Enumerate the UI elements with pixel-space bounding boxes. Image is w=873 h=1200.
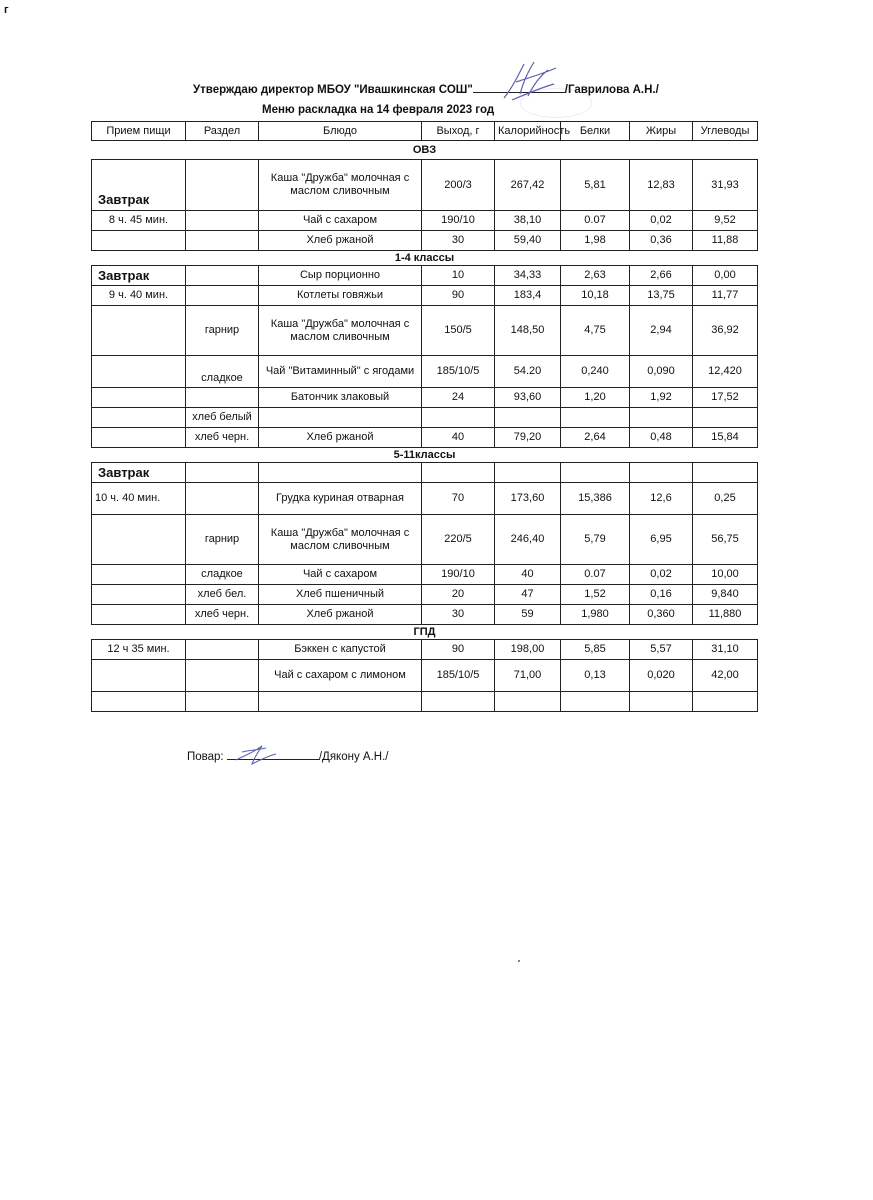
carb-cell: 11,88 <box>693 231 758 251</box>
kcal-cell: 34,33 <box>495 266 561 286</box>
protein-cell: 1,980 <box>561 605 630 625</box>
section-row <box>92 141 758 160</box>
protein-cell <box>561 463 630 483</box>
column-header: Белки <box>561 122 630 141</box>
meal-label: Завтрак <box>92 160 186 211</box>
table-row <box>92 463 758 483</box>
protein-cell: 10,18 <box>561 286 630 306</box>
column-header: Калорийность <box>495 122 561 141</box>
carb-cell: 9,840 <box>693 585 758 605</box>
carb-cell: 56,75 <box>693 515 758 565</box>
carb-cell: 36,92 <box>693 306 758 356</box>
protein-cell: 1,52 <box>561 585 630 605</box>
approval-suffix: /Гаврилова А.Н./ <box>564 84 659 96</box>
cook-name: /Дякону А.Н./ <box>318 751 389 763</box>
table-row <box>92 565 758 585</box>
time-cell <box>92 515 186 565</box>
section-cell <box>186 692 259 712</box>
section-title: 5-11классы <box>393 448 456 461</box>
table-row <box>92 211 758 231</box>
protein-cell: 2,64 <box>561 428 630 448</box>
carb-cell: 31,93 <box>693 160 758 211</box>
output-cell: 10 <box>422 266 495 286</box>
table-row <box>92 160 758 211</box>
section-row <box>92 251 758 266</box>
section-cell: хлеб черн. <box>186 605 259 625</box>
kcal-cell: 54.20 <box>495 356 561 388</box>
table-row <box>92 286 758 306</box>
column-header: Прием пищи <box>92 122 186 141</box>
section-cell <box>186 660 259 692</box>
page-title: Меню раскладка на 14 февраля 2023 год <box>262 104 495 116</box>
section-cell: гарнир <box>186 306 259 356</box>
protein-cell: 1,20 <box>561 388 630 408</box>
output-cell: 30 <box>422 605 495 625</box>
column-header: Выход, г <box>422 122 495 141</box>
dish-cell: Чай "Витаминный" с ягодами <box>259 356 422 388</box>
protein-cell <box>561 692 630 712</box>
time-cell <box>92 356 186 388</box>
kcal-cell: 79,20 <box>495 428 561 448</box>
carb-cell: 11,880 <box>693 605 758 625</box>
carb-cell: 11,77 <box>693 286 758 306</box>
fat-cell: 12,83 <box>630 160 693 211</box>
table-row <box>92 306 758 356</box>
dish-cell: Чай с сахаром <box>259 211 422 231</box>
carb-cell: 0,25 <box>693 483 758 515</box>
output-cell <box>422 408 495 428</box>
table-row <box>92 266 758 286</box>
kcal-cell <box>495 408 561 428</box>
table-row <box>92 408 758 428</box>
table-row <box>92 605 758 625</box>
meal-label: Завтрак <box>92 463 186 483</box>
section-cell: хлеб белый <box>186 408 259 428</box>
fat-cell: 0,36 <box>630 231 693 251</box>
dish-cell: Котлеты говяжьи <box>259 286 422 306</box>
column-header: Блюдо <box>259 122 422 141</box>
table-row <box>92 428 758 448</box>
output-cell: 150/5 <box>422 306 495 356</box>
dish-cell: Бэккен с капустой <box>259 640 422 660</box>
section-title: ГПД <box>413 625 436 638</box>
time-cell: 8 ч. 45 мин. <box>92 211 186 231</box>
cook-line <box>187 749 388 763</box>
fat-cell: 0,360 <box>630 605 693 625</box>
carb-cell: 17,52 <box>693 388 758 408</box>
time-cell <box>92 428 186 448</box>
protein-cell: 5,81 <box>561 160 630 211</box>
time-cell: 12 ч 35 мин. <box>92 640 186 660</box>
dish-cell: Батончик злаковый <box>259 388 422 408</box>
protein-cell: 2,63 <box>561 266 630 286</box>
dish-cell: Хлеб ржаной <box>259 605 422 625</box>
fat-cell: 0,020 <box>630 660 693 692</box>
section-row <box>92 625 758 640</box>
carb-cell: 10,00 <box>693 565 758 585</box>
protein-cell: 0,240 <box>561 356 630 388</box>
output-cell <box>422 692 495 712</box>
time-cell <box>92 585 186 605</box>
dish-cell: Сыр порционно <box>259 266 422 286</box>
output-cell: 20 <box>422 585 495 605</box>
fat-cell: 2,66 <box>630 266 693 286</box>
section-cell: сладкое <box>186 356 259 388</box>
fat-cell: 13,75 <box>630 286 693 306</box>
kcal-cell: 183,4 <box>495 286 561 306</box>
column-header: Углеводы <box>693 122 758 141</box>
time-cell: 9 ч. 40 мин. <box>92 286 186 306</box>
fat-cell: 12,6 <box>630 483 693 515</box>
carb-cell <box>693 408 758 428</box>
dish-cell: Грудка куриная отварная <box>259 483 422 515</box>
section-cell <box>186 388 259 408</box>
table-row <box>92 356 758 388</box>
time-cell: 10 ч. 40 мин. <box>92 483 186 515</box>
output-cell: 200/3 <box>422 160 495 211</box>
dish-cell <box>259 463 422 483</box>
time-cell <box>92 565 186 585</box>
kcal-cell: 198,00 <box>495 640 561 660</box>
approval-line <box>193 82 659 96</box>
fat-cell: 6,95 <box>630 515 693 565</box>
fat-cell: 0,02 <box>630 211 693 231</box>
time-cell <box>92 388 186 408</box>
output-cell <box>422 463 495 483</box>
section-cell <box>186 231 259 251</box>
table-row <box>92 640 758 660</box>
output-cell: 220/5 <box>422 515 495 565</box>
table-header-row <box>92 122 758 141</box>
section-cell <box>186 483 259 515</box>
carb-cell: 31,10 <box>693 640 758 660</box>
carb-cell: 12,420 <box>693 356 758 388</box>
dish-cell: Каша "Дружба" молочная с маслом сливочным <box>259 160 422 211</box>
section-cell: хлеб черн. <box>186 428 259 448</box>
table-row <box>92 585 758 605</box>
output-cell: 190/10 <box>422 211 495 231</box>
carb-cell <box>693 692 758 712</box>
protein-cell: 4,75 <box>561 306 630 356</box>
meal-label: Завтрак <box>92 266 186 286</box>
column-header: Жиры <box>630 122 693 141</box>
section-cell: гарнир <box>186 515 259 565</box>
table-row <box>92 692 758 712</box>
dish-cell <box>259 692 422 712</box>
approval-prefix: Утверждаю директор МБОУ "Ивашкинская СОШ" <box>193 84 473 96</box>
column-header: Раздел <box>186 122 259 141</box>
fat-cell: 0,16 <box>630 585 693 605</box>
fat-cell <box>630 463 693 483</box>
time-cell <box>92 660 186 692</box>
dish-cell: Хлеб ржаной <box>259 428 422 448</box>
kcal-cell: 93,60 <box>495 388 561 408</box>
time-cell <box>92 408 186 428</box>
kcal-cell: 59 <box>495 605 561 625</box>
time-cell <box>92 306 186 356</box>
output-cell: 40 <box>422 428 495 448</box>
fat-cell: 0,48 <box>630 428 693 448</box>
section-cell: хлеб бел. <box>186 585 259 605</box>
kcal-cell: 40 <box>495 565 561 585</box>
table-row <box>92 660 758 692</box>
carb-cell: 42,00 <box>693 660 758 692</box>
dish-cell: Чай с сахаром <box>259 565 422 585</box>
dish-cell: Чай с сахаром с лимоном <box>259 660 422 692</box>
kcal-cell: 246,40 <box>495 515 561 565</box>
kcal-cell: 148,50 <box>495 306 561 356</box>
fat-cell: 0,02 <box>630 565 693 585</box>
section-title: 1-4 классы <box>394 251 455 264</box>
time-cell <box>92 231 186 251</box>
section-cell: сладкое <box>186 565 259 585</box>
fat-cell: 2,94 <box>630 306 693 356</box>
kcal-cell: 71,00 <box>495 660 561 692</box>
protein-cell: 5,79 <box>561 515 630 565</box>
protein-cell: 15,386 <box>561 483 630 515</box>
fat-cell: 5,57 <box>630 640 693 660</box>
kcal-cell: 47 <box>495 585 561 605</box>
output-cell: 90 <box>422 286 495 306</box>
table-row <box>92 483 758 515</box>
table-row <box>92 515 758 565</box>
fat-cell: 1,92 <box>630 388 693 408</box>
cook-label: Повар: <box>187 751 224 763</box>
kcal-cell <box>495 692 561 712</box>
protein-cell: 5,85 <box>561 640 630 660</box>
section-cell <box>186 211 259 231</box>
kcal-cell: 173,60 <box>495 483 561 515</box>
output-cell: 185/10/5 <box>422 356 495 388</box>
section-title: ОВЗ <box>412 143 437 156</box>
output-cell: 30 <box>422 231 495 251</box>
section-cell <box>186 463 259 483</box>
dish-cell <box>259 408 422 428</box>
dish-cell: Хлеб пшеничный <box>259 585 422 605</box>
cook-signature-icon <box>232 738 282 768</box>
kcal-cell <box>495 463 561 483</box>
section-cell <box>186 160 259 211</box>
scan-speck <box>518 960 520 962</box>
protein-cell <box>561 408 630 428</box>
section-cell <box>186 266 259 286</box>
carb-cell: 9,52 <box>693 211 758 231</box>
protein-cell: 0.07 <box>561 211 630 231</box>
director-signature-icon <box>498 58 560 106</box>
table-row <box>92 231 758 251</box>
output-cell: 24 <box>422 388 495 408</box>
section-cell <box>186 640 259 660</box>
time-cell <box>92 605 186 625</box>
output-cell: 90 <box>422 640 495 660</box>
fat-cell: 0,090 <box>630 356 693 388</box>
protein-cell: 0,13 <box>561 660 630 692</box>
output-cell: 190/10 <box>422 565 495 585</box>
fat-cell <box>630 692 693 712</box>
dish-cell: Каша "Дружба" молочная с маслом сливочным <box>259 515 422 565</box>
fat-cell <box>630 408 693 428</box>
kcal-cell: 267,42 <box>495 160 561 211</box>
kcal-cell: 38,10 <box>495 211 561 231</box>
dish-cell: Хлеб ржаной <box>259 231 422 251</box>
time-cell <box>92 692 186 712</box>
kcal-cell: 59,40 <box>495 231 561 251</box>
output-cell: 70 <box>422 483 495 515</box>
section-cell <box>186 286 259 306</box>
dish-cell: Каша "Дружба" молочная с маслом сливочным <box>259 306 422 356</box>
carb-cell: 15,84 <box>693 428 758 448</box>
corner-mark: г <box>4 4 9 16</box>
section-row <box>92 448 758 463</box>
carb-cell <box>693 463 758 483</box>
menu-table <box>91 121 758 712</box>
protein-cell: 1,98 <box>561 231 630 251</box>
table-row <box>92 388 758 408</box>
protein-cell: 0.07 <box>561 565 630 585</box>
output-cell: 185/10/5 <box>422 660 495 692</box>
carb-cell: 0,00 <box>693 266 758 286</box>
